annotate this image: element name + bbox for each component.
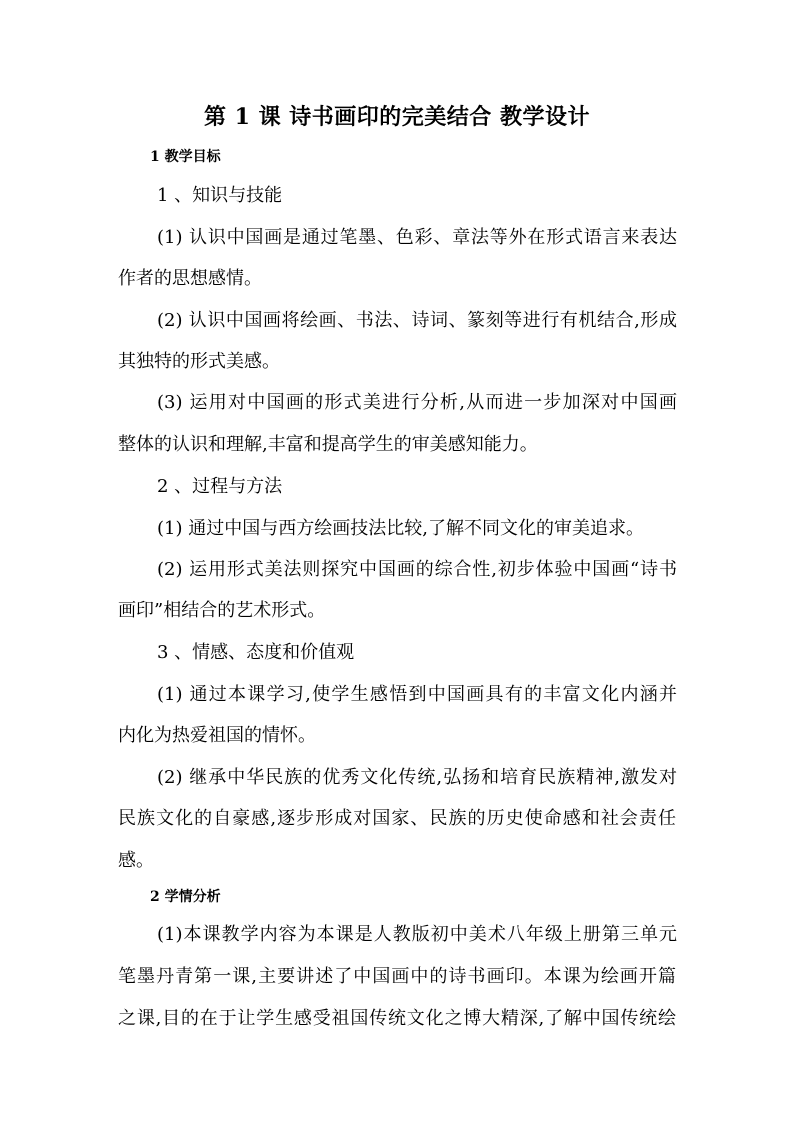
paragraph-line: 画印”相结合的艺术形式。 [118, 600, 326, 621]
paragraph-line: (1)本课教学内容为本课是人教版初中美术八年级上册第三单元 [157, 924, 677, 945]
paragraph-line: (2) 运用形式美法则探究中国画的综合性,初步体验中国画“诗书 [157, 559, 677, 580]
subsection-label-knowledge-skills: 1 、知识与技能 [157, 185, 283, 206]
paragraph-line: 笔墨丹青第一课,主要讲述了中国画中的诗书画印。本课为绘画开篇 [118, 966, 676, 987]
paragraph-line: (1) 通过本课学习,使学生感悟到中国画具有的丰富文化内涵并 [157, 684, 677, 705]
paragraph-line: 内化为热爱祖国的情怀。 [118, 725, 316, 746]
paragraph-line: 民族文化的自豪感,逐步形成对国家、民族的历史使命感和社会责任 [118, 808, 676, 829]
paragraph-line: (1) 通过中国与西方绘画技法比较,了解不同文化的审美追求。 [157, 518, 644, 539]
paragraph-line: (2) 认识中国画将绘画、书法、诗词、篆刻等进行有机结合,形成 [157, 310, 677, 331]
section-heading-teaching-goals: 1 教学目标 [150, 149, 221, 165]
document-title: 第 1 课 诗书画印的完美结合 教学设计 [204, 104, 590, 130]
section-heading-student-analysis: 2 学情分析 [150, 889, 221, 905]
paragraph-line: (1) 认识中国画是通过笔墨、色彩、章法等外在形式语言来表达 [157, 227, 677, 248]
subsection-label-emotions-values: 3 、情感、态度和价值观 [157, 642, 355, 663]
paragraph-line: (2) 继承中华民族的优秀文化传统,弘扬和培育民族精神,激发对 [157, 767, 677, 788]
paragraph-line: 之课,目的在于让学生感受祖国传统文化之博大精深,了解中国传统绘 [118, 1008, 676, 1029]
subsection-label-process-methods: 2 、过程与方法 [157, 476, 283, 497]
paragraph-line: 作者的思想感情。 [118, 268, 262, 289]
paragraph-line: 整体的认识和理解,丰富和提高学生的审美感知能力。 [118, 434, 538, 455]
paragraph-line: 感。 [118, 850, 154, 871]
paragraph-line: 其独特的形式美感。 [118, 351, 280, 372]
paragraph-line: (3) 运用对中国画的形式美进行分析,从而进一步加深对中国画 [157, 392, 677, 413]
